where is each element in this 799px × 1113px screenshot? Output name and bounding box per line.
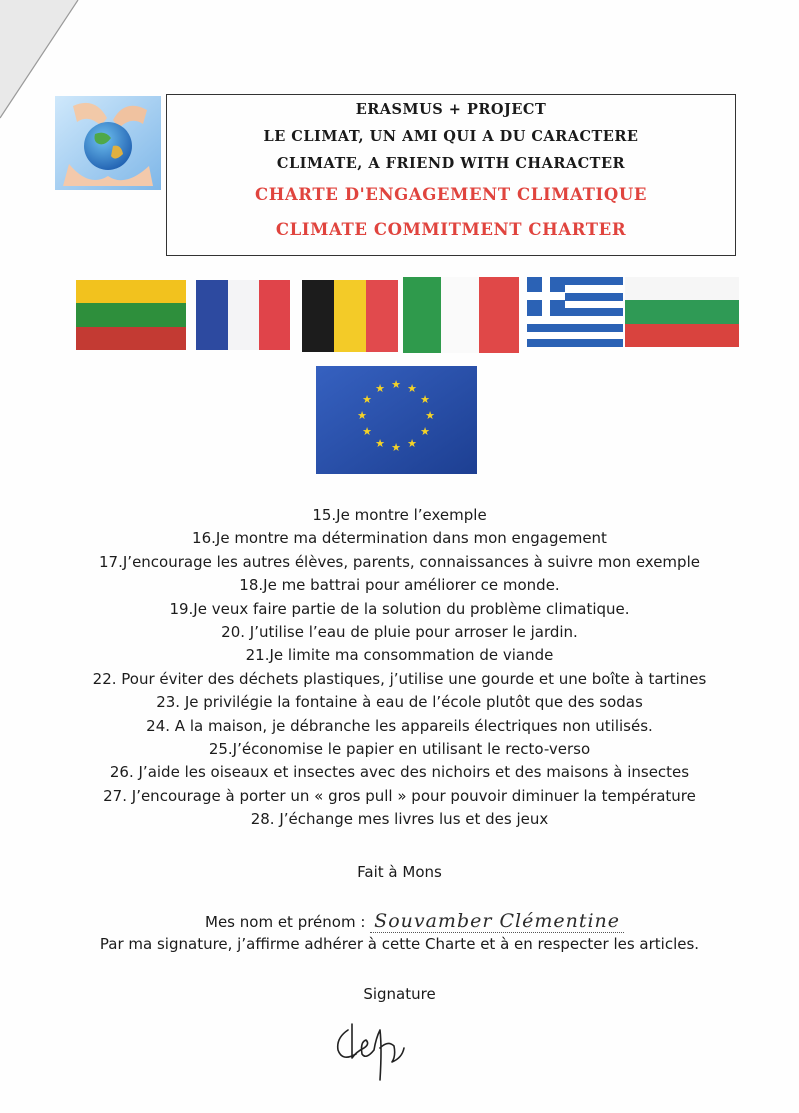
svg-text:★: ★	[375, 437, 385, 450]
svg-text:★: ★	[375, 382, 385, 395]
flag-belgium	[302, 280, 398, 352]
commitment-item: 20. J’utilise l’eau de pluie pour arroser le jardin.	[221, 622, 578, 641]
affirmation-text: Par ma signature, j’affirme adhérer à cette Charte et à en respecter les articles.	[99, 935, 700, 953]
commitment-item: 15.Je montre l’exemple	[312, 506, 487, 524]
handwritten-name: Souvamber Clémentine	[370, 910, 624, 933]
flag-greece	[527, 277, 623, 347]
signature-label: Signature	[363, 985, 436, 1003]
svg-text:★: ★	[362, 425, 372, 438]
svg-text:★: ★	[407, 437, 417, 450]
svg-text:★: ★	[362, 393, 372, 406]
commitment-list	[0, 504, 799, 831]
svg-text:★: ★	[420, 425, 430, 438]
hands-globe-logo	[55, 96, 161, 190]
commitment-item: 19.Je veux faire partie de la solution du problème climatique.	[169, 599, 630, 618]
commitment-item: 16.Je montre ma détermination dans mon engagement	[192, 529, 607, 548]
name-line	[205, 910, 624, 932]
french-title: LE CLIMAT, UN AMI QUI A DU CARACTERE	[263, 128, 639, 145]
svg-text:★: ★	[391, 441, 401, 454]
commitment-item: 22. Pour éviter des déchets plastiques, j’utilise une gourde et une boîte à tartines	[92, 669, 707, 688]
svg-text:★: ★	[357, 409, 367, 422]
commitment-item: 27. J’encourage à porter un « gros pull » pour pouvoir diminuer la température	[103, 786, 696, 805]
handwritten-signature	[330, 1008, 420, 1083]
commitment-item: 23. Je privilégie la fontaine à eau de l’école plutôt que des sodas	[156, 693, 643, 712]
flag-bulgaria	[625, 277, 739, 347]
flag-france	[196, 280, 290, 350]
commitment-item: 17.J’encourage les autres élèves, parents, connaissances à suivre mon exemple	[99, 552, 700, 571]
flag-italy	[403, 277, 519, 353]
commitment-item: 24. A la maison, je débranche les appareils électriques non utilisés.	[146, 716, 653, 735]
name-label: Mes nom et prénom :	[205, 913, 371, 931]
svg-text:★: ★	[425, 409, 435, 422]
commitment-item: 25.J’économise le papier en utilisant le recto-verso	[208, 739, 591, 758]
flag-european-union	[316, 366, 477, 474]
charter-title-en: CLIMATE COMMITMENT CHARTER	[275, 220, 627, 239]
project-title: ERASMUS + PROJECT	[355, 101, 547, 118]
commitment-item: 26. J’aide les oiseaux et insectes avec des nichoirs et des maisons à insectes	[109, 763, 690, 782]
english-title: CLIMATE, A FRIEND WITH CHARACTER	[276, 155, 626, 172]
flag-lithuania	[76, 280, 186, 350]
svg-text:★: ★	[391, 378, 401, 391]
commitment-item: 18.Je me battrai pour améliorer ce monde.	[239, 576, 560, 595]
title-box	[166, 94, 736, 256]
svg-text:★: ★	[420, 393, 430, 406]
commitment-item: 28. J’échange mes livres lus et des jeux	[250, 810, 549, 829]
svg-text:★: ★	[407, 382, 417, 395]
commitment-item: 21.Je limite ma consommation de viande	[245, 646, 554, 665]
made-at-location: Fait à Mons	[357, 863, 442, 881]
charter-title-fr: CHARTE D'ENGAGEMENT CLIMATIQUE	[254, 185, 648, 204]
